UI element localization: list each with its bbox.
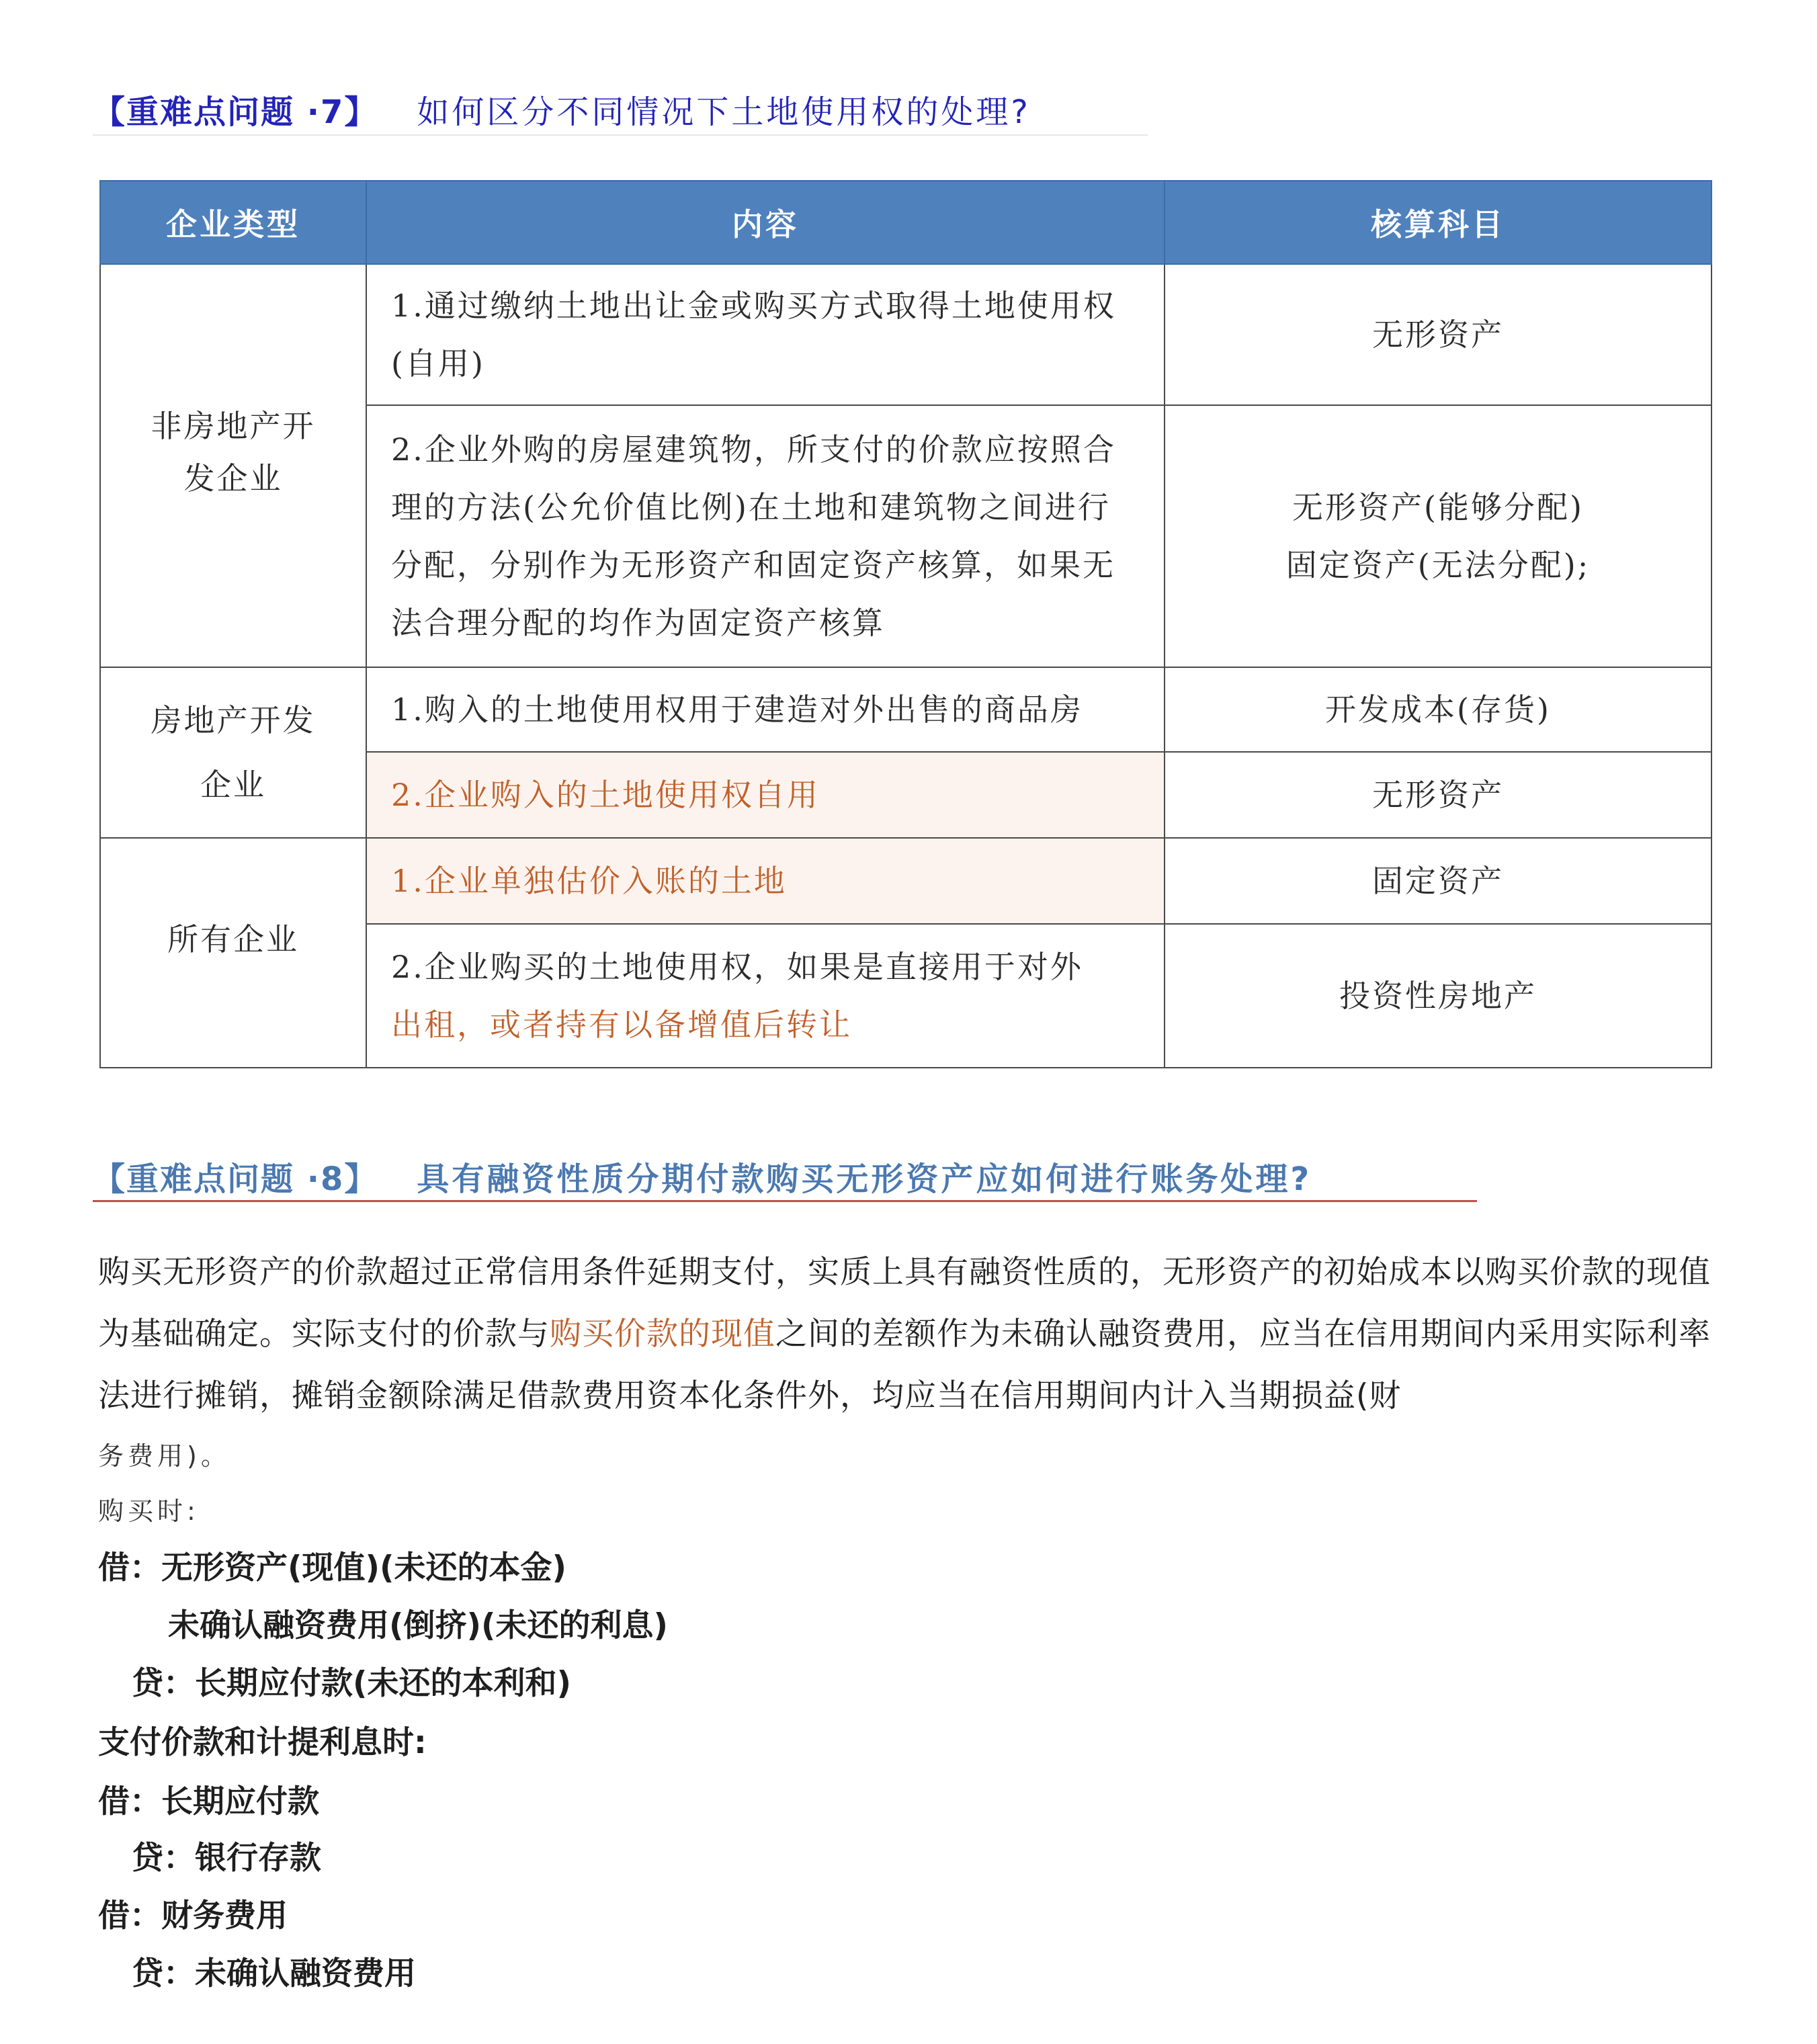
enterprise-type-label: 非房地产开发企业 [151, 408, 316, 497]
account-cell: 无形资产 [1165, 752, 1712, 838]
journal-entry-credit: 贷：未确认融资费用 [132, 1955, 416, 1992]
header-account: 核算科目 [1165, 181, 1712, 264]
explanation-tail: 务费用)。 [98, 1441, 230, 1471]
purchase-label: 购买时: [98, 1496, 200, 1526]
question-8-text: 具有融资性质分期付款购买无形资产应如何进行账务处理? [417, 1160, 1312, 1198]
content-cell [366, 838, 1165, 924]
content-cell [366, 924, 1165, 1068]
enterprise-type-cell [100, 667, 366, 838]
table-row [100, 667, 1712, 752]
divider [93, 1200, 1477, 1202]
table-row [100, 264, 1712, 405]
account-cell: 开发成本(存货) [1165, 667, 1712, 752]
content-highlight: 2.企业购入的土地使用权自用 [391, 777, 820, 813]
content-line: 2.企业购买的土地使用权，如果是直接用于对外 [391, 949, 1083, 985]
enterprise-type-cell [100, 838, 366, 1068]
account-cell [1165, 405, 1712, 667]
journal-entry-credit: 贷：银行存款 [132, 1840, 321, 1877]
explanation-paragraph [98, 1242, 1724, 1427]
content-highlight: 出租，或者持有以备增值后转让 [391, 1007, 852, 1043]
question-7-text: 如何区分不同情况下土地使用权的处理? [417, 93, 1031, 131]
content-cell: 1.通过缴纳土地出让金或购买方式取得土地使用权(自用) [366, 264, 1165, 405]
journal-entry-debit: 借：财务费用 [98, 1898, 288, 1934]
header-enterprise-type: 企业类型 [100, 181, 366, 264]
content-cell [366, 752, 1165, 838]
table-header-row [100, 181, 1712, 264]
question-8-tag: 【重难点问题 ·8】 [93, 1160, 378, 1198]
header-content: 内容 [366, 181, 1165, 264]
enterprise-type-label: 房地产开发企业 [151, 702, 316, 803]
content-highlight: 1.企业单独估价入账的土地 [391, 863, 787, 899]
content-cell: 2.企业外购的房屋建筑物，所支付的价款应按照合理的方法(公允价值比例)在土地和建筑物之间进行分配，分别作为无形资产和固定资产核算，如果无法合理分配的均作为固定资产核算 [366, 405, 1165, 667]
account-cell: 无形资产 [1165, 264, 1712, 405]
account-line: 无形资产(能够分配) [1292, 489, 1584, 525]
enterprise-type-label: 所有企业 [167, 921, 299, 957]
content-cell: 1.购入的土地使用权用于建造对外出售的商品房 [366, 667, 1165, 752]
table-row [100, 838, 1712, 924]
journal-entry-debit: 借：长期应付款 [98, 1783, 319, 1820]
explanation-text: 之间的差额作为未确认融资费用，应当在信用期间内采用实际利率法进行摊销，摊销金额除满足借款费用资本化条件外，均应当在信用期间内计入当期损益(财 [98, 1316, 1711, 1414]
journal-entry-credit: 贷：长期应付款(未还的本利和) [132, 1665, 571, 1702]
account-cell: 固定资产 [1165, 838, 1712, 924]
account-cell: 投资性房地产 [1165, 924, 1712, 1068]
account-line: 固定资产(无法分配); [1285, 547, 1591, 583]
question-8-heading [93, 1153, 1312, 1199]
explanation-text: 购买无形资产的价款超过正常信用条件延期支付，实质上具有融资性质的，无形资产的初始成本以购买价款的现值为基础确定。实际支付的价款与 [98, 1254, 1711, 1353]
enterprise-type-cell [100, 264, 366, 667]
journal-entry-debit: 借：无形资产(现值)(未还的本金) [98, 1549, 566, 1586]
journal-entry-debit: 未确认融资费用(倒挤)(未还的利息) [168, 1607, 668, 1644]
question-7-heading [93, 86, 1031, 132]
land-use-right-table [99, 180, 1712, 1068]
question-7-tag: 【重难点问题 ·7】 [93, 93, 378, 131]
payment-label: 支付价款和计提利息时: [98, 1724, 427, 1761]
explanation-highlight: 购买价款的现值 [550, 1316, 775, 1353]
divider [93, 134, 1148, 136]
